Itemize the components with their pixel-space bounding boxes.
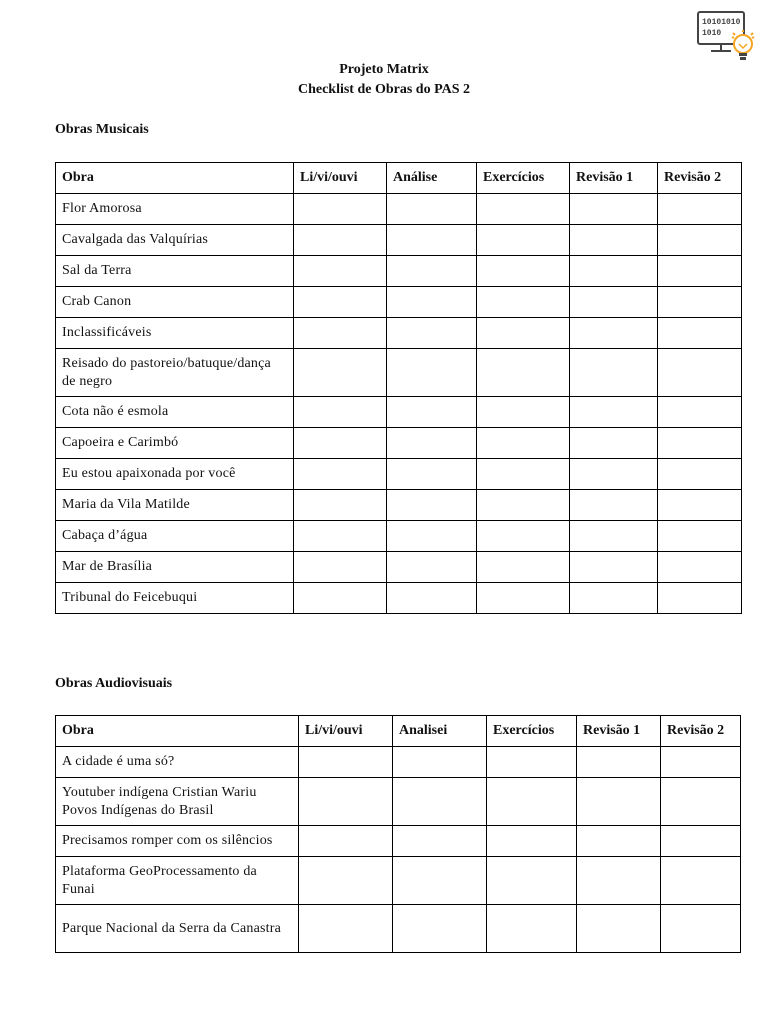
checkbox-cell[interactable] <box>387 287 477 318</box>
checkbox-cell[interactable] <box>294 287 387 318</box>
work-name: Sal da Terra <box>56 256 294 287</box>
work-name: A cidade é uma só? <box>56 747 299 778</box>
checkbox-cell[interactable] <box>570 490 658 521</box>
checkbox-cell[interactable] <box>661 778 741 826</box>
checkbox-cell[interactable] <box>299 826 393 857</box>
work-name: Maria da Vila Matilde <box>56 490 294 521</box>
work-name: Flor Amorosa <box>56 194 294 225</box>
checkbox-cell[interactable] <box>661 857 741 905</box>
checkbox-cell[interactable] <box>477 225 570 256</box>
checkbox-cell[interactable] <box>387 428 477 459</box>
checkbox-cell[interactable] <box>658 349 742 397</box>
checkbox-cell[interactable] <box>487 826 577 857</box>
checkbox-cell[interactable] <box>294 225 387 256</box>
checkbox-cell[interactable] <box>387 490 477 521</box>
table-row <box>56 747 741 778</box>
checkbox-cell[interactable] <box>387 583 477 614</box>
column-header-exercises: Exercícios <box>487 716 577 747</box>
logo-binary-line-1: 10101010 <box>702 18 741 27</box>
checkbox-cell[interactable] <box>658 428 742 459</box>
checkbox-cell[interactable] <box>477 256 570 287</box>
column-header-review-2: Revisão 2 <box>661 716 741 747</box>
table-row <box>56 349 742 397</box>
work-name: Mar de Brasília <box>56 552 294 583</box>
table-row <box>56 905 741 953</box>
checkbox-cell[interactable] <box>570 194 658 225</box>
document-subtitle: Checklist de Obras do PAS 2 <box>297 82 471 97</box>
checkbox-cell[interactable] <box>477 552 570 583</box>
checkbox-cell[interactable] <box>393 778 487 826</box>
checkbox-cell[interactable] <box>577 778 661 826</box>
checkbox-cell[interactable] <box>294 459 387 490</box>
checkbox-cell[interactable] <box>387 459 477 490</box>
checkbox-cell[interactable] <box>487 747 577 778</box>
checkbox-cell[interactable] <box>299 778 393 826</box>
checkbox-cell[interactable] <box>487 778 577 826</box>
column-header-review-2: Revisão 2 <box>658 163 742 194</box>
checkbox-cell[interactable] <box>387 225 477 256</box>
checkbox-cell[interactable] <box>570 256 658 287</box>
column-header-read-seen-heard: Li/vi/ouvi <box>299 716 393 747</box>
checkbox-cell[interactable] <box>387 397 477 428</box>
checkbox-cell[interactable] <box>294 428 387 459</box>
checkbox-cell[interactable] <box>393 857 487 905</box>
checkbox-cell[interactable] <box>570 459 658 490</box>
table-header-row <box>56 163 742 194</box>
table-row <box>56 778 741 826</box>
checkbox-cell[interactable] <box>477 287 570 318</box>
checkbox-cell[interactable] <box>577 826 661 857</box>
musical-works-table <box>55 162 742 614</box>
work-name: Parque Nacional da Serra da Canastra <box>56 905 299 953</box>
checkbox-cell[interactable] <box>294 349 387 397</box>
checkbox-cell[interactable] <box>387 349 477 397</box>
table-row <box>56 583 742 614</box>
checkbox-cell[interactable] <box>477 318 570 349</box>
column-header-review-1: Revisão 1 <box>577 716 661 747</box>
checkbox-cell[interactable] <box>570 225 658 256</box>
section-heading-musical: Obras Musicais <box>55 122 149 137</box>
checkbox-cell[interactable] <box>294 583 387 614</box>
checkbox-cell[interactable] <box>477 583 570 614</box>
table-row <box>56 225 742 256</box>
column-header-read-seen-heard: Li/vi/ouvi <box>294 163 387 194</box>
table-row <box>56 428 742 459</box>
checkbox-cell[interactable] <box>487 857 577 905</box>
table-header-row <box>56 716 741 747</box>
audiovisual-works-table <box>55 715 741 953</box>
checkbox-cell[interactable] <box>299 857 393 905</box>
checkbox-cell[interactable] <box>661 826 741 857</box>
work-name: Tribunal do Feicebuqui <box>56 583 294 614</box>
checkbox-cell[interactable] <box>658 490 742 521</box>
work-name: Cota não é esmola <box>56 397 294 428</box>
checkbox-cell[interactable] <box>658 256 742 287</box>
column-header-exercises: Exercícios <box>477 163 570 194</box>
checkbox-cell[interactable] <box>294 194 387 225</box>
checkbox-cell[interactable] <box>661 747 741 778</box>
work-name: Cavalgada das Valquírias <box>56 225 294 256</box>
checkbox-cell[interactable] <box>658 552 742 583</box>
table-row <box>56 194 742 225</box>
checkbox-cell[interactable] <box>477 428 570 459</box>
checkbox-cell[interactable] <box>294 256 387 287</box>
checkbox-cell[interactable] <box>393 747 487 778</box>
checkbox-cell[interactable] <box>387 318 477 349</box>
checkbox-cell[interactable] <box>658 583 742 614</box>
work-name: Cabaça d’água <box>56 521 294 552</box>
table-row <box>56 459 742 490</box>
column-header-work: Obra <box>56 163 294 194</box>
work-name: Reisado do pastoreio/batuque/dança de negro <box>56 349 294 397</box>
work-name: Capoeira e Carimbó <box>56 428 294 459</box>
checkbox-cell[interactable] <box>387 521 477 552</box>
work-name: Precisamos romper com os silêncios <box>56 826 299 857</box>
checkbox-cell[interactable] <box>294 397 387 428</box>
table-row <box>56 857 741 905</box>
checkbox-cell[interactable] <box>577 905 661 953</box>
checkbox-cell[interactable] <box>387 256 477 287</box>
checkbox-cell[interactable] <box>570 349 658 397</box>
checkbox-cell[interactable] <box>570 428 658 459</box>
table-row <box>56 490 742 521</box>
checkbox-cell[interactable] <box>658 287 742 318</box>
checkbox-cell[interactable] <box>487 905 577 953</box>
binary-computer-lightbulb-icon <box>697 10 759 68</box>
column-header-work: Obra <box>56 716 299 747</box>
checkbox-cell[interactable] <box>577 857 661 905</box>
checkbox-cell[interactable] <box>299 747 393 778</box>
checkbox-cell[interactable] <box>658 318 742 349</box>
checkbox-cell[interactable] <box>570 318 658 349</box>
checkbox-cell[interactable] <box>294 318 387 349</box>
checkbox-cell[interactable] <box>577 747 661 778</box>
checkbox-cell[interactable] <box>393 905 487 953</box>
table-row <box>56 287 742 318</box>
section-heading-audiovisual: Obras Audiovisuais <box>55 676 173 691</box>
checkbox-cell[interactable] <box>570 287 658 318</box>
checkbox-cell[interactable] <box>477 349 570 397</box>
work-name: Crab Canon <box>56 287 294 318</box>
logo-binary-line-2: 1010 <box>702 29 722 38</box>
checkbox-cell[interactable] <box>477 194 570 225</box>
checkbox-cell[interactable] <box>477 459 570 490</box>
checkbox-cell[interactable] <box>294 490 387 521</box>
column-header-analysis: Análise <box>387 163 477 194</box>
checkbox-cell[interactable] <box>570 552 658 583</box>
checkbox-cell[interactable] <box>393 826 487 857</box>
table-row <box>56 256 742 287</box>
table-row <box>56 318 742 349</box>
checkbox-cell[interactable] <box>299 905 393 953</box>
checkbox-cell[interactable] <box>294 521 387 552</box>
table-row <box>56 521 742 552</box>
checkbox-cell[interactable] <box>661 905 741 953</box>
checkbox-cell[interactable] <box>294 552 387 583</box>
checkbox-cell[interactable] <box>658 397 742 428</box>
checkbox-cell[interactable] <box>658 225 742 256</box>
checkbox-cell[interactable] <box>387 194 477 225</box>
work-name: Eu estou apaixonada por você <box>56 459 294 490</box>
work-name: Inclassificáveis <box>56 318 294 349</box>
checkbox-cell[interactable] <box>658 194 742 225</box>
checkbox-cell[interactable] <box>477 397 570 428</box>
column-header-analyzed: Analisei <box>393 716 487 747</box>
checkbox-cell[interactable] <box>477 521 570 552</box>
table-row <box>56 397 742 428</box>
checkbox-cell[interactable] <box>570 521 658 552</box>
column-header-review-1: Revisão 1 <box>570 163 658 194</box>
checkbox-cell[interactable] <box>387 552 477 583</box>
work-name: Plataforma GeoProcessamento da Funai <box>56 857 299 905</box>
document-title: Projeto Matrix <box>339 62 429 77</box>
table-row <box>56 552 742 583</box>
checkbox-cell[interactable] <box>570 583 658 614</box>
checkbox-cell[interactable] <box>658 459 742 490</box>
checkbox-cell[interactable] <box>477 490 570 521</box>
logo <box>697 10 759 68</box>
work-name: Youtuber indígena Cristian Wariu Povos Indígenas do Brasil <box>56 778 299 826</box>
checkbox-cell[interactable] <box>570 397 658 428</box>
table-row <box>56 826 741 857</box>
checkbox-cell[interactable] <box>658 521 742 552</box>
